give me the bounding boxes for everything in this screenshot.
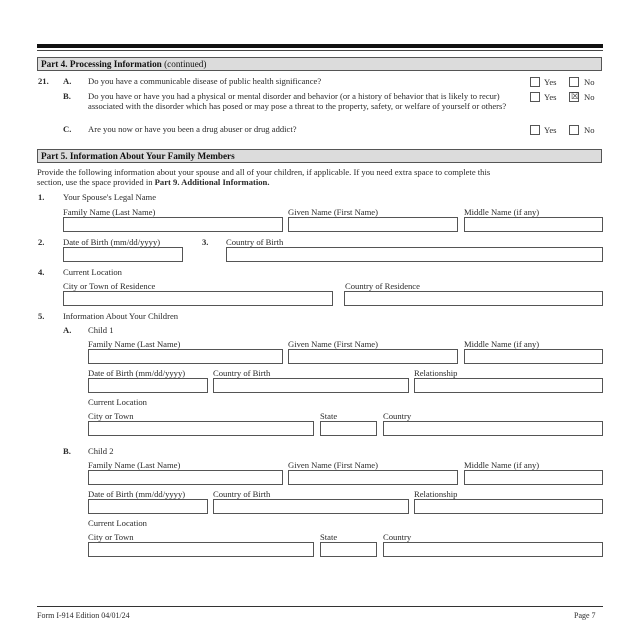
- q21b-text: Do you have or have you had a physical or mental disorder and behavior (or a history of behavior that is likely to recur) associated with the disorder which has posed or may pose a threat to the property, safety, or welfare of yourself or others?: [88, 91, 507, 111]
- child1-middle-name-input[interactable]: [464, 349, 603, 364]
- child1-family-name-input[interactable]: [88, 349, 283, 364]
- q21a-yes-label: Yes: [544, 77, 557, 87]
- child2-middle-name-label: Middle Name (if any): [464, 460, 540, 470]
- top-thick-rule: [37, 44, 603, 48]
- q21a-letter: A.: [63, 76, 72, 86]
- q4-number: 4.: [38, 267, 45, 277]
- child1-family-name-label: Family Name (Last Name): [88, 339, 181, 349]
- child2-city-input[interactable]: [88, 542, 314, 557]
- spouse-family-name-input[interactable]: [63, 217, 283, 232]
- spouse-city-label: City or Town of Residence: [63, 281, 156, 291]
- child2-title: Child 2: [88, 446, 114, 456]
- spouse-given-name-input[interactable]: [288, 217, 458, 232]
- part4-header: [37, 57, 602, 71]
- spouse-city-input[interactable]: [63, 291, 333, 306]
- child1-dob-input[interactable]: [88, 378, 208, 393]
- part5-intro-line2: [37, 177, 269, 187]
- part4-title: Part 4. Processing Information: [41, 59, 162, 69]
- child1-given-name-input[interactable]: [288, 349, 458, 364]
- child2-country-birth-input[interactable]: [213, 499, 409, 514]
- part5-title: Part 5. Information About Your Family Members: [41, 151, 235, 161]
- child2-family-name-label: Family Name (Last Name): [88, 460, 181, 470]
- spouse-dob-input[interactable]: [63, 247, 183, 262]
- child1-country-birth-label: Country of Birth: [213, 368, 271, 378]
- child1-dob-label: Date of Birth (mm/dd/yyyy): [88, 368, 186, 378]
- q21a-no-checkbox[interactable]: [569, 77, 579, 87]
- child2-state-label: State: [320, 532, 338, 542]
- child1-given-name-label: Given Name (First Name): [288, 339, 378, 349]
- part5-intro-text: section, use the space provided in: [37, 177, 155, 187]
- child1-middle-name-label: Middle Name (if any): [464, 339, 540, 349]
- child1-city-label: City or Town: [88, 411, 134, 421]
- spouse-given-name-label: Given Name (First Name): [288, 207, 378, 217]
- spouse-country-residence-label: Country of Residence: [345, 281, 420, 291]
- q2-label: Date of Birth (mm/dd/yyyy): [63, 237, 161, 247]
- child2-family-name-input[interactable]: [88, 470, 283, 485]
- child1-letter: A.: [63, 325, 72, 335]
- child1-country-label: Country: [383, 411, 412, 421]
- child2-city-label: City or Town: [88, 532, 134, 542]
- footer-rule: [37, 606, 603, 607]
- part9-reference: Part 9. Additional Information.: [154, 177, 270, 187]
- child2-dob-label: Date of Birth (mm/dd/yyyy): [88, 489, 186, 499]
- child1-relationship-label: Relationship: [414, 368, 458, 378]
- q21b-letter: B.: [63, 91, 71, 101]
- q21c-yes-label: Yes: [544, 125, 557, 135]
- q1-label: Your Spouse's Legal Name: [63, 192, 157, 202]
- q3-number: 3.: [202, 237, 209, 247]
- child1-title: Child 1: [88, 325, 114, 335]
- q1-number: 1.: [38, 192, 45, 202]
- child2-country-birth-label: Country of Birth: [213, 489, 271, 499]
- q21c-no-checkbox[interactable]: [569, 125, 579, 135]
- q21-number: 21.: [38, 76, 49, 86]
- child2-given-name-input[interactable]: [288, 470, 458, 485]
- child2-given-name-label: Given Name (First Name): [288, 460, 378, 470]
- child2-letter: B.: [63, 446, 71, 456]
- q4-label: Current Location: [63, 267, 122, 277]
- q21b-yes-checkbox[interactable]: [530, 92, 540, 102]
- child1-city-input[interactable]: [88, 421, 314, 436]
- spouse-country-of-birth-input[interactable]: [226, 247, 603, 262]
- child2-location-label: Current Location: [88, 518, 147, 528]
- child1-country-birth-input[interactable]: [213, 378, 409, 393]
- child2-country-label: Country: [383, 532, 412, 542]
- checked-mark-icon: ☒: [571, 91, 580, 101]
- child2-dob-input[interactable]: [88, 499, 208, 514]
- spouse-middle-name-label: Middle Name (if any): [464, 207, 540, 217]
- spouse-family-name-label: Family Name (Last Name): [63, 207, 156, 217]
- part4-continued: (continued): [161, 59, 207, 69]
- q5-number: 5.: [38, 311, 45, 321]
- child1-relationship-input[interactable]: [414, 378, 603, 393]
- spouse-middle-name-input[interactable]: [464, 217, 603, 232]
- child2-middle-name-input[interactable]: [464, 470, 603, 485]
- child1-location-label: Current Location: [88, 397, 147, 407]
- q21b-no-checkbox[interactable]: [569, 92, 579, 102]
- part5-header: [37, 149, 602, 163]
- child2-country-input[interactable]: [383, 542, 603, 557]
- footer-form-edition: Form I-914 Edition 04/01/24: [37, 611, 130, 620]
- q21b-no-label: No: [584, 92, 595, 102]
- child1-state-label: State: [320, 411, 338, 421]
- top-thin-rule: [37, 50, 603, 51]
- footer-page-number: Page 7: [574, 611, 596, 620]
- q21c-text: Are you now or have you been a drug abuser or drug addict?: [88, 124, 297, 134]
- q3-label: Country of Birth: [226, 237, 284, 247]
- child1-country-input[interactable]: [383, 421, 603, 436]
- child2-relationship-input[interactable]: [414, 499, 603, 514]
- q2-number: 2.: [38, 237, 45, 247]
- q21b-yes-label: Yes: [544, 92, 557, 102]
- child1-state-input[interactable]: [320, 421, 377, 436]
- child2-relationship-label: Relationship: [414, 489, 458, 499]
- q5-label: Information About Your Children: [63, 311, 179, 321]
- child2-state-input[interactable]: [320, 542, 377, 557]
- q21c-letter: C.: [63, 124, 72, 134]
- q21a-yes-checkbox[interactable]: [530, 77, 540, 87]
- q21a-text: Do you have a communicable disease of public health significance?: [88, 76, 322, 86]
- q21a-no-label: No: [584, 77, 595, 87]
- part5-intro-line1: Provide the following information about your spouse and all of your children, if applicable. If you need extra space to complete this: [37, 167, 491, 177]
- q21c-no-label: No: [584, 125, 595, 135]
- q21c-yes-checkbox[interactable]: [530, 125, 540, 135]
- spouse-country-residence-input[interactable]: [344, 291, 603, 306]
